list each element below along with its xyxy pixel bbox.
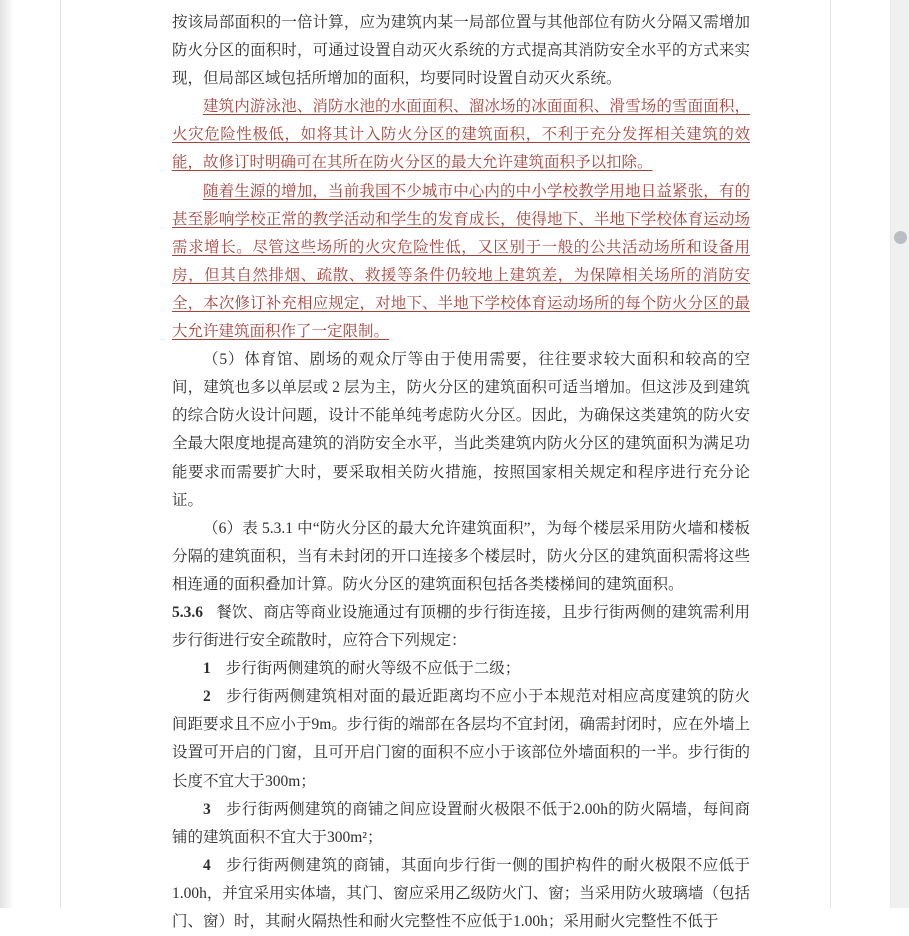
scrollbar-thumb[interactable] [894,231,907,244]
revision-text: 建筑内游泳池、消防水池的水面面积、溜冰场的冰面面积、滑雪场的雪面面积，火灾危险性极低，如将其计入防火分区的建筑面积，不利于充分发挥相关建筑的效能，故修订时明确可在其所在防火分区的最大允许建筑面积予以扣除。 [172,98,750,172]
item-number: 1 [203,660,211,678]
item-text: 步行街两侧建筑的耐火等级不应低于二级； [225,660,521,678]
clause-paragraph [172,599,750,655]
page-scan-border-left [60,0,61,908]
list-item [172,852,750,936]
item-number: 4 [203,856,211,874]
paragraph-text: （6）表 5.3.1 中“防火分区的最大允许建筑面积”，为每个楼层采用防火墙和楼板分隔的建筑面积，当有未封闭的开口连接多个楼层时，防火分区的建筑面积需将这些相连通的面积叠加计算。防火分区的建筑面积包括各类楼梯间的建筑面积。 [172,519,750,593]
item-text: 步行街两侧建筑的商铺之间应设置耐火极限不低于2.00h的防火隔墙，每间商铺的建筑面积不宜大于300m²； [172,800,750,846]
revision-paragraph [172,178,750,347]
item-number: 3 [203,800,211,818]
paragraph [172,9,750,93]
item-text: 步行街两侧建筑相对面的最近距离均不应小于本规范对相应高度建筑的防火间距要求且不应小于9m。步行街的端部在各层均不宜封闭，确需封闭时，应在外墙上设置可开启的门窗，且可开启门窗的面积不应小于该部位外墙面积的一半。步行街的长度不宜大于300m； [172,688,750,790]
item-text: 步行街两侧建筑的商铺，其面向步行街一侧的围护构件的耐火极限不应低于1.00h，并宜采用实体墙，其门、窗应采用乙级防火门、窗；当采用防火玻璃墙（包括门、窗）时，其耐火隔热性和耐火完整性不应低于1.00h；采用耐火完整性不低于 [172,856,750,930]
paragraph-text: （5）体育馆、剧场的观众厅等由于使用需要，往往要求较大面积和较高的空间，建筑也多以单层或 2 层为主，防火分区的建筑面积可适当增加。但这涉及到建筑的综合防火设计问题，设计不能单纯考虑防火分区。因此，为确保这类建筑的防火安全最大限度地提高建筑的消防安全水平，当此类建筑内防火分区的建筑面积为满足功能要求而需要扩大时，要采取相关防火措施，按照国家相关规定和程序进行充分论证。 [172,351,750,509]
list-item [172,796,750,852]
clause-text: 餐饮、商店等商业设施通过有顶棚的步行街连接，且步行街两侧的建筑需利用步行街进行安全疏散时，应符合下列规定： [172,603,750,650]
clause-number: 5.3.6 [172,603,203,621]
paragraph [172,515,750,599]
revision-text: 随着生源的增加，当前我国不少城市中心内的中小学校教学用地日益紧张，有的甚至影响学校正常的教学活动和学生的发育成长，使得地下、半地下学校体育运动场需求增长。尽管这些场所的火灾危险性低，又区别于一般的公共活动场所和设备用房，但其自然排烟、疏散、救援等条件仍较地上建筑差，为保障相关场所的消防安全，本次修订补充相应规定，对地下、半地下学校体育运动场所的每个防火分区的最大允许建筑面积作了一定限制。 [172,182,750,341]
page-left-edge-shadow [0,0,14,908]
page-scan-border-right [830,0,831,908]
paragraph-text: 按该局部面积的一倍计算，应为建筑内某一局部位置与其他部位有防火分隔又需增加防火分区的面积时，可通过设置自动灭火系统的方式提高其消防安全水平的方式来实现，但局部区域包括所增加的面积，均要同时设置自动灭火系统。 [172,14,750,88]
revision-paragraph [172,93,750,177]
list-item [172,683,750,795]
scrollbar-track[interactable] [890,0,909,908]
list-item [172,655,750,683]
document-page [172,9,750,936]
item-number: 2 [203,688,211,706]
paragraph [172,346,750,515]
